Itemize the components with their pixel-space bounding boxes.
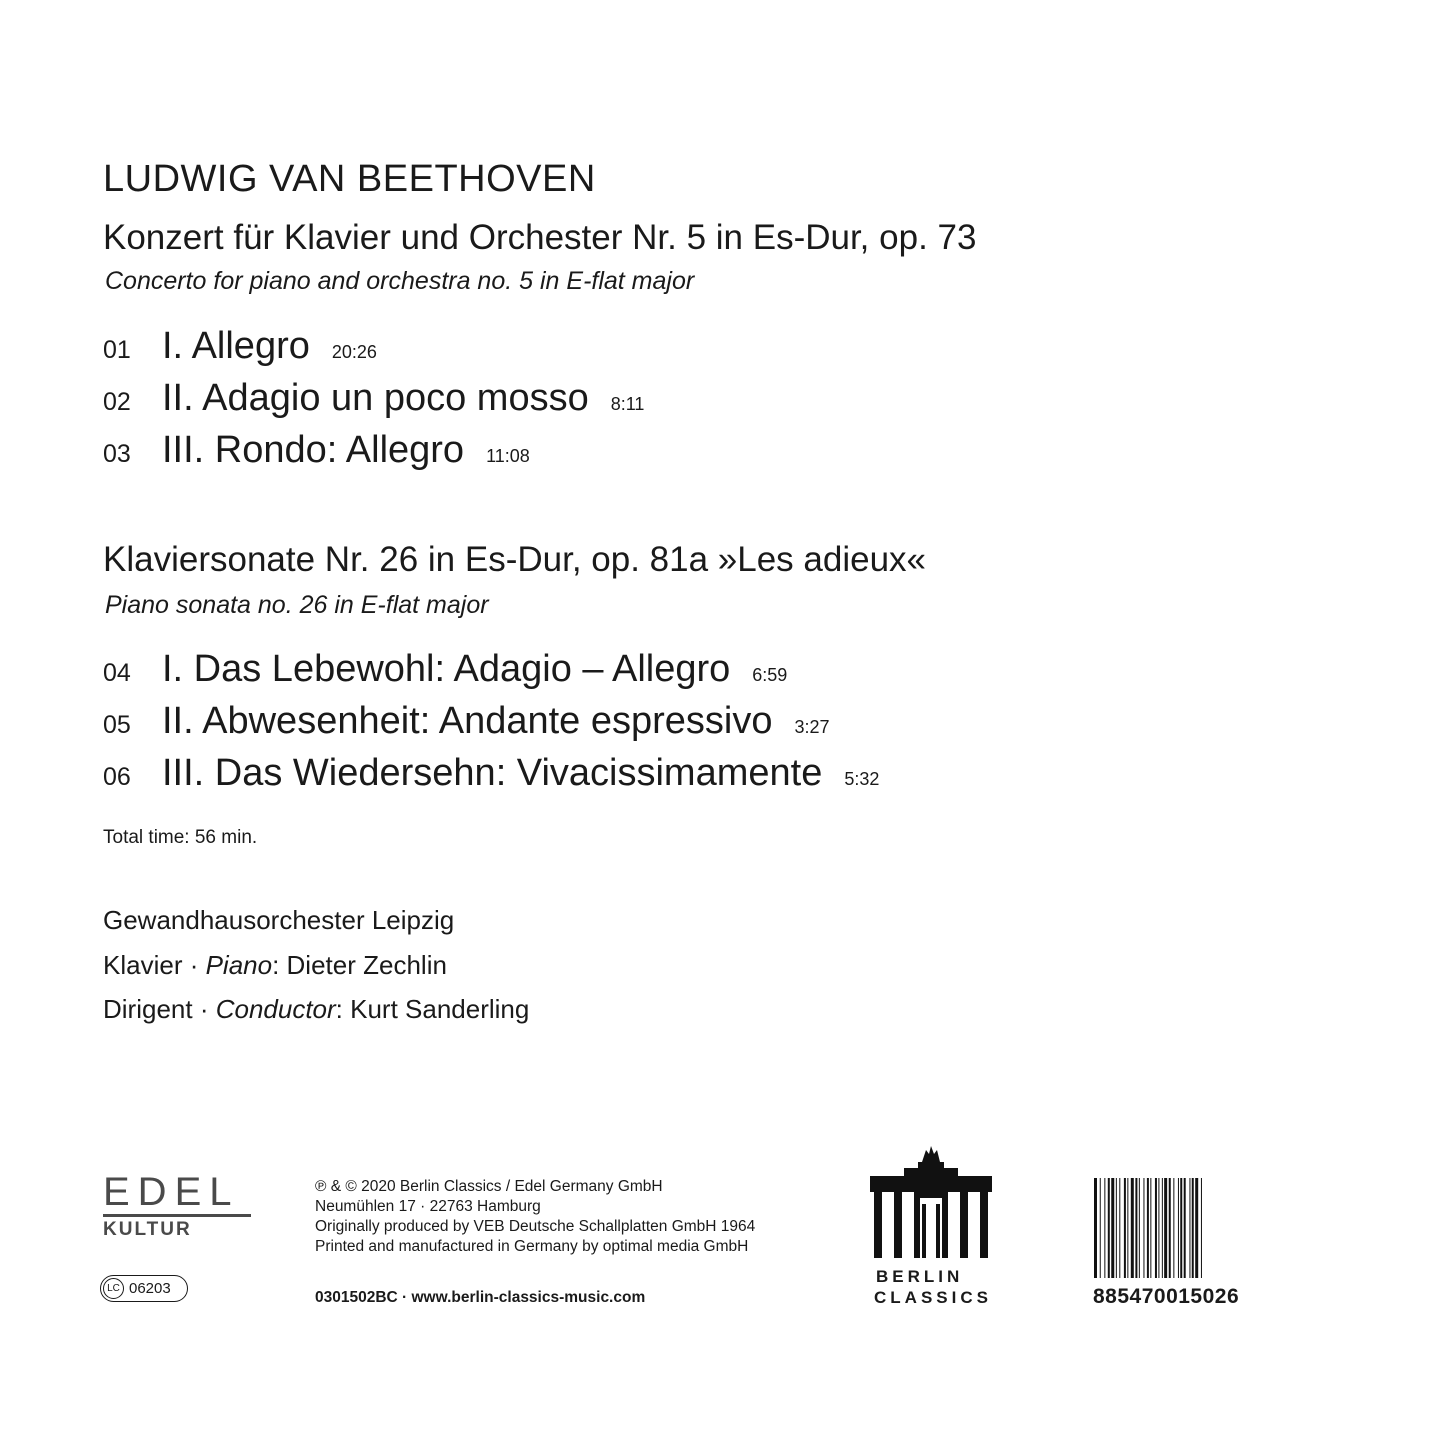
logo-line-2: CLASSICS [874,1288,992,1307]
brandenburg-gate-icon [866,1140,996,1267]
track-number: 01 [103,336,131,364]
conductor-name: Kurt Sanderling [350,994,530,1024]
track-time: 20:26 [331,342,377,362]
edel-kultur-logo [103,1172,251,1241]
track-row [103,648,787,691]
total-time: Total time: 56 min. [103,827,258,848]
copyright-block [315,1177,755,1257]
piano-label-de: Klavier · [103,950,206,980]
copyright-line: Neumühlen 17 · 22763 Hamburg [315,1198,541,1215]
track-title: I. Allegro [162,325,310,367]
copyright-line: ℗ & © 2020 Berlin Classics / Edel Germany GmbH [315,1178,663,1195]
lc-code-badge [100,1275,188,1302]
catalog-url-line: 0301502BC · www.berlin-classics-music.com [315,1289,646,1306]
composer-name: LUDWIG VAN BEETHOVEN [103,158,596,200]
track-title: III. Rondo: Allegro [162,429,465,471]
edel-logo-line [103,1214,251,1217]
orchestra-credit: Gewandhausorchester Leipzig [103,905,455,935]
lc-number: 06203 [129,1280,171,1297]
copyright-line: Originally produced by VEB Deutsche Schallplatten GmbH 1964 [315,1218,756,1235]
track-number: 06 [103,763,131,791]
track-time: 8:11 [610,394,645,414]
track-time: 11:08 [486,446,530,466]
track-title: II. Adagio un poco mosso [162,377,589,419]
piano-label-en: Piano [205,950,273,980]
conductor-label-en: Conductor [215,994,336,1024]
track-number: 03 [103,440,131,468]
work-1-title: Konzert für Klavier und Orchester Nr. 5 in Es-Dur, op. 73 [103,218,977,257]
piano-name: Dieter Zechlin [286,950,447,980]
track-row [103,377,644,420]
conductor-label-de: Dirigent · [103,994,216,1024]
track-time: 3:27 [794,717,830,737]
piano-credit: Klavier · Piano: Dieter Zechlin [103,950,447,980]
track-row [103,429,530,472]
track-time: 5:32 [844,769,880,789]
track-number: 04 [103,659,131,687]
copyright-line: Printed and manufactured in Germany by optimal media GmbH [315,1238,749,1255]
barcode-number: 885470015026 [1093,1285,1240,1308]
logo-line-1: BERLIN [876,1267,964,1286]
track-title: II. Abwesenheit: Andante espressivo [162,700,773,742]
track-time: 6:59 [752,665,788,685]
track-title: III. Das Wiedersehn: Vivacissimamente [162,752,823,794]
work-2-title: Klaviersonate Nr. 26 in Es-Dur, op. 81a »Les adieux« [103,540,926,579]
track-title: I. Das Lebewohl: Adagio – Allegro [162,648,731,690]
track-row [103,700,830,743]
berlin-classics-logo-text [874,1266,992,1308]
work-1-subtitle: Concerto for piano and orchestra no. 5 in E-flat major [105,267,695,295]
conductor-credit: Dirigent · Conductor: Kurt Sanderling [103,994,530,1024]
edel-logo-subtext: KULTUR [103,1219,192,1240]
track-row [103,325,377,368]
work-2-subtitle: Piano sonata no. 26 in E-flat major [105,591,489,619]
edel-logo-text: EDEL [103,1170,240,1214]
track-row [103,752,879,795]
track-number: 05 [103,711,131,739]
barcode-icon [1094,1178,1244,1283]
track-number: 02 [103,388,131,416]
lc-prefix: LC [103,1278,124,1299]
